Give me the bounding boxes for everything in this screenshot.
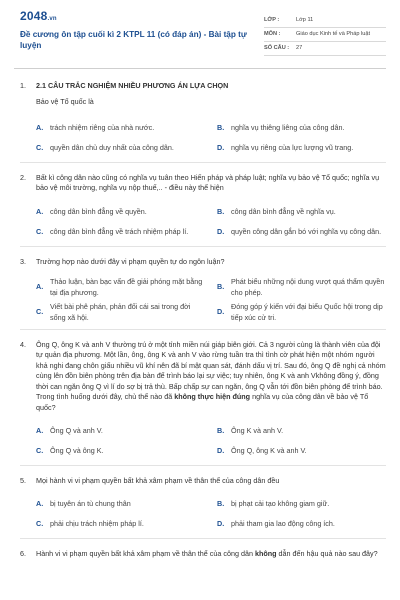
option-a[interactable]: A. bị tuyên án tù chung thân	[36, 499, 131, 509]
option-c[interactable]: C. quyền dân chủ duy nhất của công dân.	[36, 142, 174, 152]
question-divider	[20, 246, 386, 247]
emphasis-text: không	[254, 549, 277, 559]
meta-key: MÔN :	[264, 31, 281, 38]
meta-value: 27	[296, 45, 303, 52]
answer-options	[36, 120, 386, 160]
option-b[interactable]: B. nghĩa vụ thiêng liêng của công dân.	[217, 122, 345, 132]
document-title: Đề cương ôn tập cuối kì 2 KTPL 11 (có đáp án) - Bài tập tự luyện	[20, 30, 247, 51]
page-header	[0, 0, 400, 66]
question-divider	[20, 538, 386, 539]
answer-options	[36, 496, 386, 536]
meta-value: Lớp 11	[296, 17, 314, 24]
question-divider	[20, 162, 386, 163]
question-5	[20, 476, 386, 536]
emphasis-text: không thực hiện đúng	[174, 392, 251, 402]
meta-key: LỚP :	[264, 17, 280, 24]
question-4	[20, 340, 386, 463]
question-text: Trường hợp nào dưới đây vi phạm quyền tự do ngôn luận?	[36, 256, 225, 266]
header-left	[20, 8, 250, 66]
meta-row-count	[264, 42, 386, 56]
question-divider	[20, 465, 386, 466]
option-a[interactable]: A. công dân bình đẳng về quyền.	[36, 206, 147, 216]
site-logo[interactable]: 2048.vn	[20, 9, 57, 23]
question-list	[0, 81, 400, 560]
question-1	[20, 81, 386, 160]
answer-options	[36, 204, 386, 244]
question-2	[20, 173, 386, 244]
question-number: 6.	[20, 549, 26, 559]
answer-options	[36, 423, 386, 463]
option-b[interactable]: B. Phát biểu những nội dung vượt quá thẩm quyền cho phép.	[217, 277, 385, 297]
option-d[interactable]: D. phải tham gia lao động công ích.	[217, 519, 335, 529]
option-a[interactable]: A. Thảo luận, bàn bạc vấn đề giải phóng mặt bằng tại địa phương.	[36, 277, 203, 297]
meta-row-class	[264, 14, 386, 28]
question-3	[20, 257, 386, 327]
question-text: Mọi hành vi vi phạm quyền bất khả xâm phạm về thân thể của công dân đều	[36, 476, 280, 485]
option-d[interactable]: D. Đóng góp ý kiến với đại biểu Quốc hội trong dịp tiếp xúc cử tri.	[217, 302, 383, 322]
question-number: 2.	[20, 172, 26, 182]
option-d[interactable]: D. quyền công dân gắn bó với nghĩa vụ công dân.	[217, 226, 382, 236]
option-b[interactable]: B. bị phạt cải tạo không giam giữ.	[217, 499, 330, 509]
question-text: Bất kì công dân nào cũng có nghĩa vụ tuân theo Hiến pháp và pháp luật; nghĩa vụ bảo vệ Tổ quốc; nghĩa vụ bảo vệ môi trường, nghĩa vụ nộp thuế,.. - điều này thể hiện	[36, 172, 380, 193]
question-number: 5.	[20, 476, 26, 485]
meta-value: Giáo dục Kinh tế và Pháp luật	[296, 31, 371, 38]
option-a[interactable]: A. trách nhiệm riêng của nhà nước.	[36, 122, 155, 132]
header-divider	[14, 68, 386, 69]
option-b[interactable]: B. Ông K và anh V.	[217, 425, 284, 435]
option-d[interactable]: D. Ông Q, ông K và anh V.	[217, 445, 307, 455]
question-text: Ông Q, ông K và anh V thường trú ở một tỉnh miền núi giáp biên giới. Cả 3 người cùng là thành viên của đội tự quản địa phương. Một lần, ông, ông K và anh V vào rừng tuần tra thì tình cờ phát hiện một nhóm người khả nghi đang chôn giấu nhiều vũ khí nên đã bí mật quan sát, đánh dấu vị trí. Sau đó, ông Q đề nghị cả nhóm cùng lên đồn biên phòng trên địa bàn để trình báo lại sự việc; tuy nhiên, ông K và anh Vkhông đồng ý, đồng thời can ngăn ông Q vì lí do sợ bị trả thù. Bấp chấp sự can ngăn, ông Q vẫn tới đồn biên phòng để trình báo. Trong tình huống dưới đây, chủ thể nào đã không thực hiện đúng nghĩa vụ của công dân về bảo vệ Tổ quốc?	[36, 339, 386, 412]
answer-options	[36, 277, 386, 327]
question-6	[20, 549, 386, 559]
question-number: 4.	[20, 339, 26, 349]
meta-row-subject	[264, 28, 386, 42]
question-number: 3.	[20, 256, 26, 266]
question-number: 1.	[20, 81, 26, 90]
option-b[interactable]: B. công dân bình đẳng về nghĩa vụ.	[217, 206, 336, 216]
option-c[interactable]: C. Ông Q và ông K.	[36, 445, 104, 455]
option-d[interactable]: D. nghĩa vụ riêng của lực lượng vũ trang.	[217, 142, 354, 152]
option-c[interactable]: C. công dân bình đẳng về trách nhiệm pháp lí.	[36, 226, 189, 236]
question-text: Bảo vệ Tổ quốc là	[36, 97, 94, 107]
document-meta	[264, 8, 386, 66]
question-text: Hành vi vi phạm quyền bất khả xâm phạm về thân thể của công dân không dẫn đến hậu quả nào sau đây?	[36, 549, 378, 559]
option-c[interactable]: C. phải chịu trách nhiệm pháp lí.	[36, 519, 144, 529]
option-c[interactable]: C. Viết bài phê phán, phản đối cái sai trong đời sống xã hội.	[36, 302, 191, 322]
meta-key: SỐ CÂU :	[264, 45, 290, 52]
option-a[interactable]: A. Ông Q và anh V.	[36, 425, 103, 435]
section-title: 2.1 CÂU TRẮC NGHIỆM NHIỀU PHƯƠNG ÁN LỰA CHỌN	[36, 81, 229, 90]
question-divider	[20, 329, 386, 330]
